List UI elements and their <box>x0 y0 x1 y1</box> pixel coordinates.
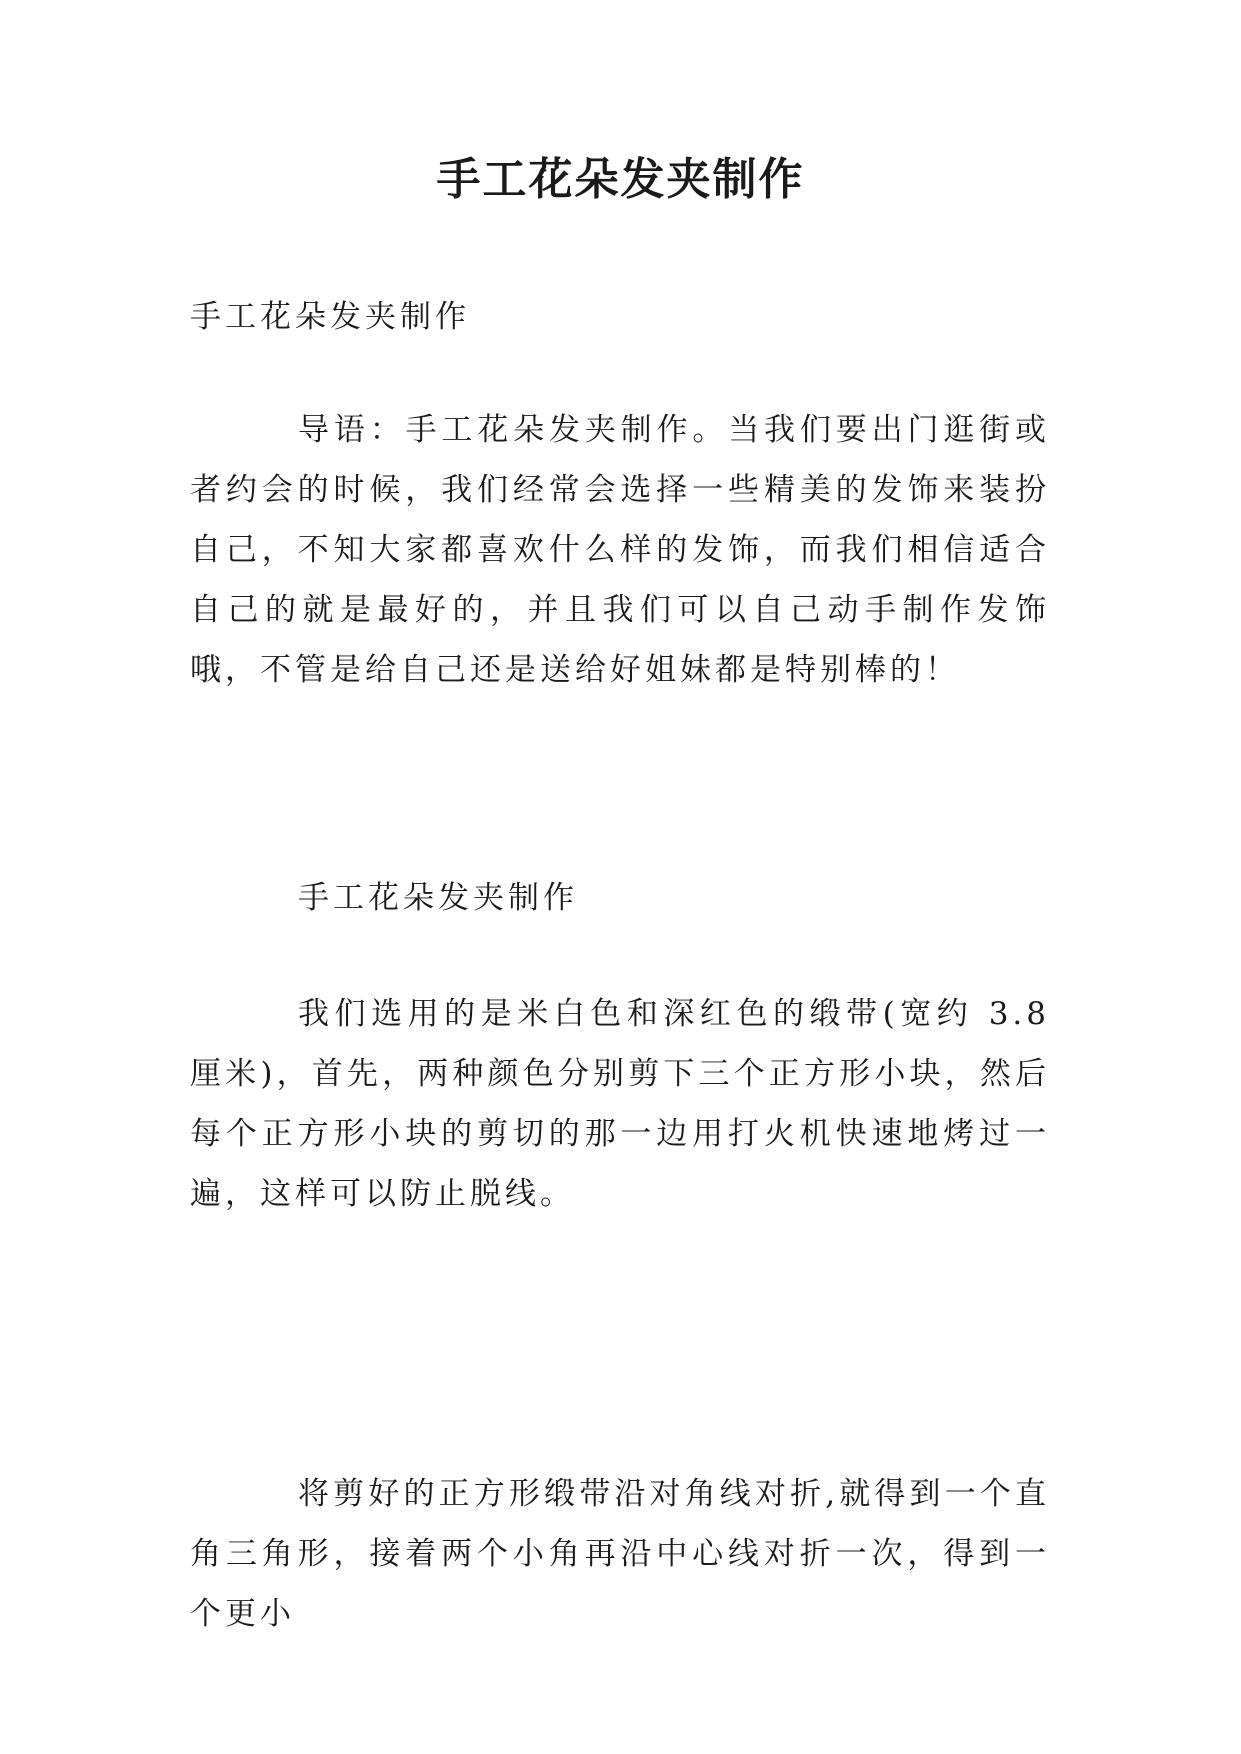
step-paragraph-2: 将剪好的正方形缎带沿对角线对折,就得到一个直角三角形，接着两个小角再沿中心线对折一次，得到一个更小 <box>190 1476 1050 1632</box>
document-title: 手工花朵发夹制作 <box>436 154 805 205</box>
document-subtitle: 手工花朵发夹制作 <box>190 299 470 335</box>
intro-paragraph: 导语：手工花朵发夹制作。当我们要出门逛街或者约会的时候，我们经常会选择一些精美的发饰来装扮自己，不知大家都喜欢什么样的发饰，而我们相信适合自己的就是最好的，并且我们可以自己动手制作发饰哦，不管是给自己还是送给好姐妹都是特别棒的！ <box>190 412 1050 688</box>
step-paragraph-1: 我们选用的是米白色和深红色的缎带(宽约 3.8 厘米)，首先，两种颜色分别剪下三个正方形小块，然后每个正方形小块的剪切的那一边用打火机快速地烤过一遍，这样可以防止脱线。 <box>190 996 1050 1212</box>
section-heading: 手工花朵发夹制作 <box>298 880 578 916</box>
